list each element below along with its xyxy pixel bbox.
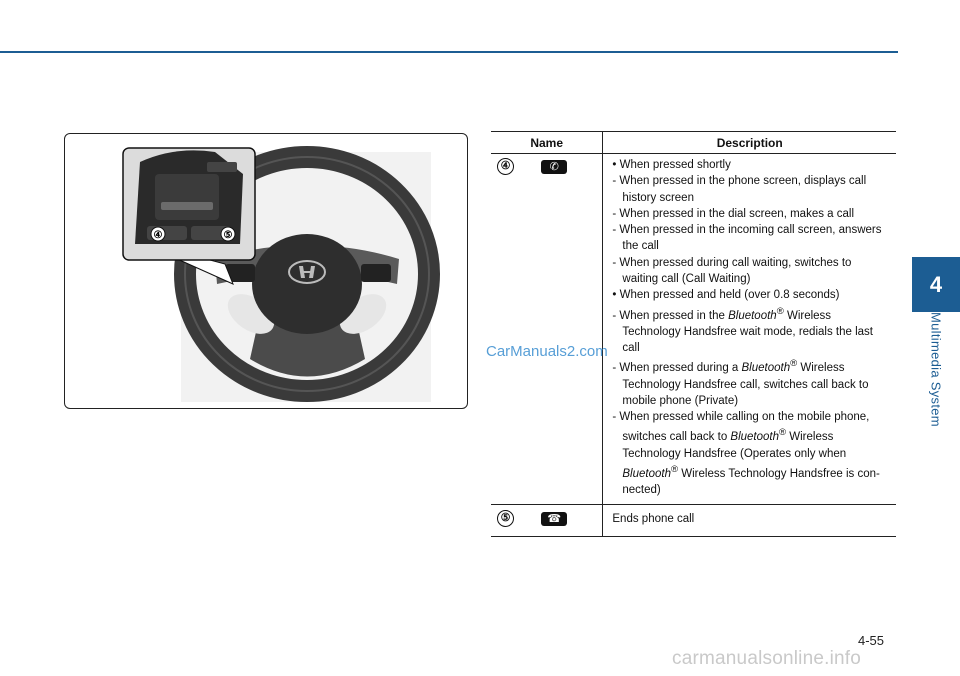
callout-5: ⑤ [223,230,233,241]
table-row [491,154,896,505]
header-description: Description [603,132,896,154]
row-number: ④ [497,158,514,175]
row-number: ⑤ [497,510,514,527]
row-description: Ends phone call [603,505,896,536]
table-row [491,505,896,536]
row-description: • When pressed shortly - When pressed in the phone screen, displays call history screen - When pressed in the dial screen, makes a call - When pressed in the incoming call screen, answers the call - When pressed during call waiting, switches to waiting call (Call Waiting) • When pressed and held (over 0.8 seconds) - When pressed in the Bluetooth® Wireless Technology Handsfree wait mode, redials the last call - When pressed during a Bluetooth® Wireless Technology Handsfree call, switches call back to mobile phone (Private) - When pressed while calling on the mobile phone, switches call back to Bluetooth® Wireless Technology Handsfree (Operates only when Bluetooth® Wireless Technology Handsfree is con-nected) [603,154,896,505]
phone-call-icon: ✆ [541,160,567,174]
steering-wheel-illustration [64,133,468,409]
chapter-title: Multimedia System [928,312,944,427]
rich-line: - When pressed during a Bluetooth® Wireless Technology Handsfree call, switches call back to mobile phone (Private) [612,358,869,407]
rich-line: - When pressed in the Bluetooth® Wireless Technology Handsfree wait mode, redials the last call [612,305,873,355]
watermark: CarManuals2.com [486,343,608,360]
rich-line: - When pressed while calling on the mobile phone, switches call back to Bluetooth® Wireless Technology Handsfree (Operates only when Bluetooth® Wireless Technology Handsfree is con-nected) [612,411,880,496]
callout-4: ④ [153,230,163,241]
header-rule [0,51,898,53]
chapter-tab: 4 [912,257,960,312]
phone-end-icon: ☎ [541,512,567,526]
button-description-table [491,131,896,537]
footer-watermark: carmanualsonline.info [672,648,862,669]
header-name: Name [491,132,603,154]
page-number: 4-55 [858,633,885,648]
